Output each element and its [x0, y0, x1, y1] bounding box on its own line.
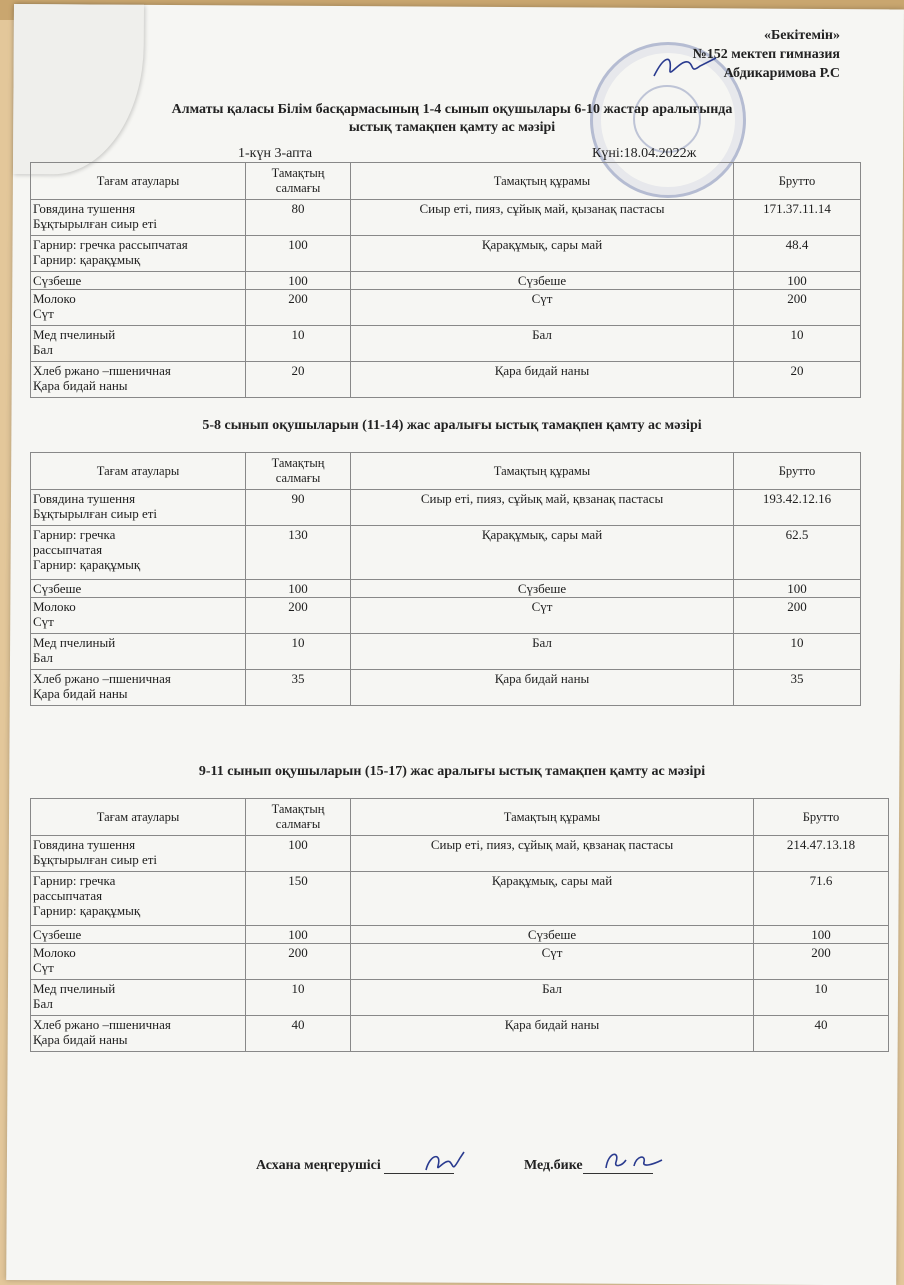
dish-weight: 100: [246, 836, 351, 872]
dish-name-kz: Бал: [33, 996, 53, 1011]
dish-name: Хлеб ржано –пшеничная: [33, 363, 171, 378]
dish-composition: Қарақұмық, сары май: [351, 526, 734, 580]
folded-paper-corner: [13, 4, 144, 175]
table-row: [31, 362, 861, 398]
menu-table-grades-9-11: [30, 798, 889, 1052]
header-weight: Тамақтың салмағы: [246, 453, 351, 490]
table-row: [31, 526, 861, 580]
header-weight: Тамақтың салмағы: [246, 799, 351, 836]
dish-weight: 150: [246, 872, 351, 926]
dish-name-kz: Гарнир: қарақұмық: [33, 557, 141, 572]
table-row: [31, 598, 861, 634]
dish-name-cont: рассыпчатая: [33, 888, 103, 903]
document-title: [0, 102, 904, 136]
dish-gross: 200: [734, 598, 861, 634]
dish-gross: 62.5: [734, 526, 861, 580]
table-row: [31, 836, 889, 872]
dish-composition: Қарақұмық, сары май: [351, 872, 754, 926]
dish-name: Говядина тушення: [33, 491, 136, 506]
dish-composition: Қара бидай наны: [351, 1016, 754, 1052]
dish-name: Мед пчелиный: [33, 327, 116, 342]
dish-composition: Сүзбеше: [351, 272, 734, 290]
dish-name: Сүзбеше: [33, 581, 82, 596]
table-row: [31, 272, 861, 290]
dish-gross: 200: [754, 944, 889, 980]
dish-name: Говядина тушення: [33, 837, 136, 852]
dish-weight: 200: [246, 598, 351, 634]
title-line-2: ыстық тамақпен қамту ас мәзірі: [348, 120, 556, 135]
dish-name: Сүзбеше: [33, 927, 82, 942]
header-name: Тағам атаулары: [31, 163, 246, 200]
dish-name: Молоко: [33, 291, 76, 306]
dish-weight: 10: [246, 634, 351, 670]
header-composition: Тамақтың құрамы: [351, 163, 734, 200]
dish-gross: 20: [734, 362, 861, 398]
dish-gross: 200: [734, 290, 861, 326]
table-row: [31, 290, 861, 326]
dish-name-kz: Бал: [33, 650, 53, 665]
dish-weight: 100: [246, 272, 351, 290]
director-signature: [650, 52, 720, 82]
header-gross: Брутто: [754, 799, 889, 836]
canteen-head-label: Асхана меңгерушісі: [256, 1158, 381, 1173]
dish-weight: 130: [246, 526, 351, 580]
table-row: [31, 1016, 889, 1052]
dish-composition: Сүт: [351, 598, 734, 634]
dish-composition: Бал: [351, 634, 734, 670]
dish-composition: Бал: [351, 980, 754, 1016]
dish-name-kz: Қара бидай наны: [33, 1032, 128, 1047]
section-title-grades-9-11: 9-11 сынып оқушыларын (15-17) жас аралығы ыстық тамақпен қамту ас мәзірі: [198, 764, 706, 779]
day-week: 1-күн 3-апта: [238, 146, 313, 161]
dish-name-kz: Бұқтырылған сиыр еті: [33, 216, 158, 231]
dish-composition: Қара бидай наны: [351, 362, 734, 398]
dish-name-kz: Қара бидай наны: [33, 686, 128, 701]
dish-name: Говядина тушення: [33, 201, 136, 216]
dish-name-cont: рассыпчатая: [33, 542, 103, 557]
dish-gross: 100: [734, 580, 861, 598]
dish-gross: 100: [754, 926, 889, 944]
dish-name-kz: Бұқтырылған сиыр еті: [33, 852, 158, 867]
table-row: [31, 326, 861, 362]
dish-name: Хлеб ржано –пшеничная: [33, 1017, 171, 1032]
header-weight: Тамақтың салмағы: [246, 163, 351, 200]
menu-table-grades-5-8: [30, 452, 861, 706]
dish-weight: 100: [246, 926, 351, 944]
table-row: [31, 872, 889, 926]
header-composition: Тамақтың құрамы: [351, 453, 734, 490]
title-line-1: Алматы қаласы Білім басқармасының 1-4 сынып оқушылары 6-10 жастар аралығында: [171, 102, 733, 117]
dish-weight: 10: [246, 326, 351, 362]
dish-name: Хлеб ржано –пшеничная: [33, 671, 171, 686]
dish-composition: Сиыр еті, пияз, сұйық май, қызанақ пастасы: [351, 200, 734, 236]
dish-gross: 10: [754, 980, 889, 1016]
dish-composition: Сүт: [351, 944, 754, 980]
dish-composition: Қарақұмық, сары май: [351, 236, 734, 272]
dish-composition: Сүзбеше: [351, 580, 734, 598]
dish-gross: 10: [734, 326, 861, 362]
table-header-row: [31, 453, 861, 490]
nurse-signature: [600, 1146, 670, 1176]
section-title-grades-5-8: 5-8 сынып оқушыларын (11-14) жас аралығы ыстық тамақпен қамту ас мәзірі: [202, 418, 702, 433]
menu-date: Күні:18.04.2022ж: [592, 146, 697, 161]
dish-name: Мед пчелиный: [33, 635, 116, 650]
header-name: Тағам атаулары: [31, 453, 246, 490]
dish-weight: 20: [246, 362, 351, 398]
table-row: [31, 926, 889, 944]
canteen-head-signature: [420, 1148, 470, 1178]
dish-name-kz: Қара бидай наны: [33, 378, 128, 393]
header-composition: Тамақтың құрамы: [351, 799, 754, 836]
menu-table-grades-1-4: [30, 162, 861, 398]
dish-name: Молоко: [33, 599, 76, 614]
dish-gross: 100: [734, 272, 861, 290]
table-row: [31, 980, 889, 1016]
dish-weight: 200: [246, 290, 351, 326]
dish-gross: 193.42.12.16: [734, 490, 861, 526]
dish-gross: 35: [734, 670, 861, 706]
table-row: [31, 236, 861, 272]
dish-name-kz: Сүт: [33, 306, 54, 321]
dish-gross: 71.6: [754, 872, 889, 926]
approval-school: №152 мектеп гимназия: [692, 47, 840, 62]
dish-weight: 200: [246, 944, 351, 980]
table-header-row: [31, 163, 861, 200]
header-name: Тағам атаулары: [31, 799, 246, 836]
dish-composition: Қара бидай наны: [351, 670, 734, 706]
table-row: [31, 200, 861, 236]
dish-name: Гарнир: гречка: [33, 527, 116, 542]
dish-name: Гарнир: гречка рассыпчатая: [33, 237, 188, 252]
header-gross: Брутто: [734, 453, 861, 490]
table-row: [31, 944, 889, 980]
dish-weight: 80: [246, 200, 351, 236]
dish-name-kz: Гарнир: қарақұмық: [33, 252, 141, 267]
dish-name-kz: Сүт: [33, 960, 54, 975]
dish-name-kz: Сүт: [33, 614, 54, 629]
dish-weight: 10: [246, 980, 351, 1016]
dish-gross: 40: [754, 1016, 889, 1052]
table-row: [31, 580, 861, 598]
dish-name: Мед пчелиный: [33, 981, 116, 996]
dish-gross: 10: [734, 634, 861, 670]
dish-gross: 214.47.13.18: [754, 836, 889, 872]
table-row: [31, 670, 861, 706]
dish-name-kz: Бал: [33, 342, 53, 357]
approval-heading: «Бекітемін»: [763, 28, 840, 43]
dish-composition: Сүт: [351, 290, 734, 326]
dish-name: Гарнир: гречка: [33, 873, 116, 888]
dish-name-kz: Гарнир: қарақұмық: [33, 903, 141, 918]
dish-name: Молоко: [33, 945, 76, 960]
dish-weight: 35: [246, 670, 351, 706]
dish-composition: Сиыр еті, пияз, сұйық май, қвзанақ пастасы: [351, 836, 754, 872]
nurse-label: Мед.бике: [524, 1158, 583, 1173]
table-row: [31, 490, 861, 526]
table-header-row: [31, 799, 889, 836]
dish-gross: 171.37.11.14: [734, 200, 861, 236]
table-row: [31, 634, 861, 670]
dish-weight: 90: [246, 490, 351, 526]
dish-name: Сүзбеше: [33, 273, 82, 288]
dish-gross: 48.4: [734, 236, 861, 272]
dish-composition: Бал: [351, 326, 734, 362]
header-gross: Брутто: [734, 163, 861, 200]
dish-composition: Сиыр еті, пияз, сұйық май, қвзанақ пастасы: [351, 490, 734, 526]
dish-composition: Сүзбеше: [351, 926, 754, 944]
dish-weight: 40: [246, 1016, 351, 1052]
approval-director: Абдикаримова Р.С: [723, 66, 840, 81]
dish-name-kz: Бұқтырылған сиыр еті: [33, 506, 158, 521]
dish-weight: 100: [246, 236, 351, 272]
dish-weight: 100: [246, 580, 351, 598]
